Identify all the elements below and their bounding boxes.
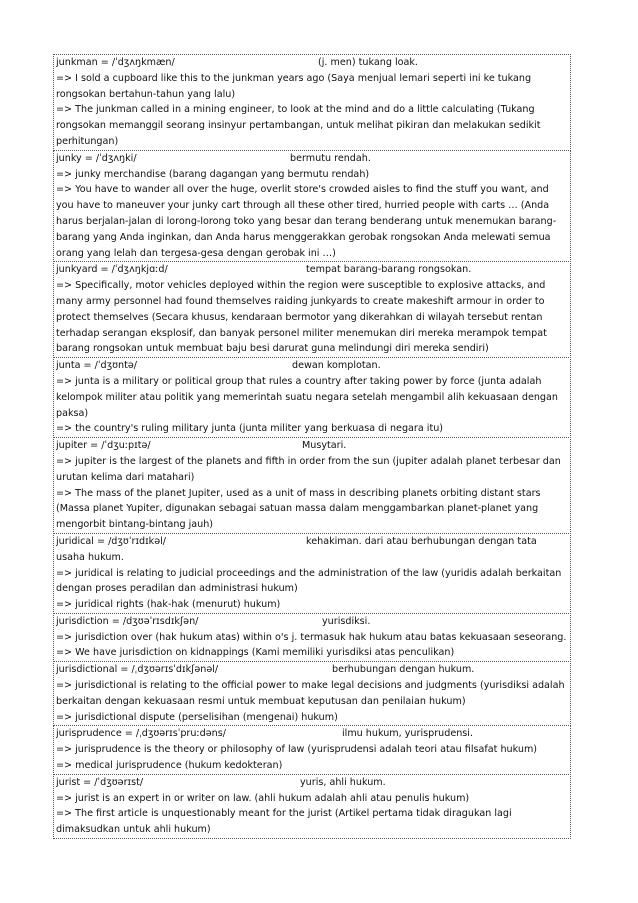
entry-headword-line: [56, 726, 568, 742]
entry-meaning: tempat barang-barang rongsokan.: [306, 264, 472, 276]
dictionary-entry: [53, 357, 571, 438]
entry-example: => medical jurisprudence (hukum kedokteran): [56, 760, 283, 772]
entry-meaning: kehakiman. dari atau berhubungan dengan tata usaha hukum.: [56, 535, 537, 563]
dictionary-entry: [53, 261, 571, 358]
entry-headword: jurist = /ˈdʒʊərɪst/: [56, 776, 144, 788]
entry-example: => juridical rights (hak-hak (menurut) hukum): [56, 599, 281, 611]
entry-headword: junky = /ˈdʒʌŋki/: [56, 152, 137, 164]
entry-example: => Specifically, motor vehicles deployed within the region were susceptible to explosive attacks, and many army personnel had found themselves raiding junkyards to create makeshift armour in order to protect themselves (Secara khusus, kendaraan bermotor yang dikerahkan di wilayah tersebut rentan terhadap serangan eksplosif, dan banyak personel militer menemukan diri mereka merampok tempat barang rongsokan untuk membuat baju besi darurat guna melindungi diri mereka sendiri): [56, 280, 547, 355]
entry-meaning: bermutu rendah.: [290, 152, 371, 164]
entry-headword: jurisdiction = /dʒʊəˈrɪsdɪkʃən/: [56, 615, 199, 627]
dictionary-entry: [53, 150, 571, 263]
entry-headword-line: [56, 534, 568, 566]
entry-headword-line: [56, 151, 568, 167]
entry-headword-line: [56, 614, 568, 630]
entry-example: => junky merchandise (barang dagangan yang bermutu rendah): [56, 168, 370, 180]
entry-example: => I sold a cupboard like this to the junkman years ago (Saya menjual lemari seperti ini ke tukang rongsokan bertahun-tahun yang lalu): [56, 72, 532, 100]
entry-headword: jupiter = /ˈdʒuːpɪtə/: [56, 440, 151, 452]
entry-meaning: berhubungan dengan hukum.: [332, 664, 475, 676]
entry-headword: junta = /ˈdʒʊntə/: [56, 360, 138, 372]
entry-headword-line: [56, 262, 568, 278]
entry-example: => jupiter is the largest of the planets and fifth in order from the sun (jupiter adalah planet terbesar dan urutan kelima dari matahari): [56, 455, 561, 483]
entry-headword-line: [56, 438, 568, 454]
entry-headword: juridical = /dʒʊˈrɪdɪkəl/: [56, 535, 167, 547]
entry-example: => You have to wander all over the huge, overlit store's crowded aisles to find the stuff you want, and you have to maneuver your junky cart through all these other tired, hurried people with carts … (Anda harus berjalan-jalan di lorong-lorong toko yang besar dan terang benderang untuk menemukan barang-barang yang Anda inginkan, dan Anda harus menggerakkan gerobak rongsokan Anda melewati semua orang yang lelah dan tergesa-gesa dengan gerobak ini …): [56, 184, 557, 259]
dictionary-entry: [53, 774, 571, 839]
entry-headword-line: [56, 775, 568, 791]
entry-headword-line: [56, 55, 568, 71]
entry-example: => The mass of the planet Jupiter, used as a unit of mass in describing planets orbiting distant stars (Massa planet Yupiter, digunakan sebagai satuan massa dalam menggambarkan planet-planet yang mengorbit bintang-bintang jauh): [56, 487, 541, 531]
entry-meaning: yuris, ahli hukum.: [300, 776, 386, 788]
entry-headword: jurisprudence = /ˌdʒʊərɪsˈpruːdəns/: [56, 728, 226, 740]
dictionary-entry: [53, 613, 571, 662]
entry-headword-line: [56, 358, 568, 374]
entry-headword-line: [56, 662, 568, 678]
entry-headword: junkman = /ˈdʒʌŋkmæn/: [56, 57, 175, 68]
entry-example: => jurisdictional dispute (perselisihan (mengenai) hukum): [56, 711, 338, 723]
entry-example: => junta is a military or political group that rules a country after taking power by force (junta adalah kelompok militer atau politik yang memerintah suatu negara setelah mengambil alih kekuasaan dengan paksa): [56, 375, 558, 419]
entry-meaning: yurisdiksi.: [322, 615, 371, 627]
entry-headword: jurisdictional = /ˌdʒʊərɪsˈdɪkʃənəl/: [56, 664, 219, 676]
entry-example: => jurist is an expert in or writer on law. (ahli hukum adalah ahli atau penulis hukum): [56, 792, 470, 804]
entry-example: => jurisdictional is relating to the official power to make legal decisions and judgments (yurisdiksi adalah berkaitan dengan kekuasaan resmi untuk membuat keputusan dan penilaian hukum): [56, 680, 565, 707]
dictionary-entry: [53, 533, 571, 614]
entry-meaning: Musytari.: [302, 440, 347, 452]
entry-meaning: dewan komplotan.: [292, 360, 381, 372]
glossary-page: [53, 55, 571, 839]
entry-example: => The first article is unquestionably meant for the jurist (Artikel pertama tidak diragukan lagi dimaksudkan untuk ahli hukum): [56, 808, 512, 836]
entry-example: => The junkman called in a mining engineer, to look at the mind and do a little calculating (Tukang rongsokan memanggil seorang insinyur pertambangan, untuk melihat pikiran dan melakukan sedikit perhitungan): [56, 104, 541, 147]
dictionary-entry: [53, 661, 571, 726]
entry-example: => juridical is relating to judicial proceedings and the administration of the law (yuridis adalah berkaitan dengan proses peradilan dan administrasi hukum): [56, 567, 562, 595]
dictionary-entry: [53, 437, 571, 534]
entry-example: => jurisdiction over (hak hukum atas) within o's j. termasuk hak hukum atau batas kekuasaan seseorang.: [56, 631, 567, 643]
dictionary-entry: [53, 725, 571, 774]
entry-headword: junkyard = /ˈdʒʌŋkjɑːd/: [56, 264, 168, 276]
entry-meaning: (j. men) tukang loak.: [318, 57, 418, 68]
entry-example: => the country's ruling military junta (junta militer yang berkuasa di negara itu): [56, 423, 444, 435]
entry-example: => jurisprudence is the theory or philosophy of law (yurisprudensi adalah teori atau filsafat hukum): [56, 744, 538, 756]
dictionary-entry: [53, 54, 571, 151]
entry-example: => We have jurisdiction on kidnappings (Kami memiliki yurisdiksi atas penculikan): [56, 647, 455, 659]
entry-meaning: ilmu hukum, yurisprudensi.: [342, 728, 474, 740]
